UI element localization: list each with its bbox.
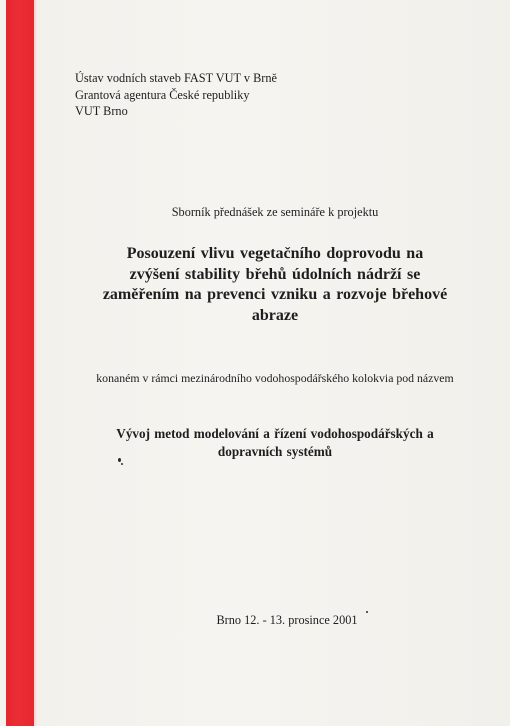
title-line-1: Posouzení vlivu vegetačního doprovodu na (126, 245, 424, 262)
title-line-4: abraze (251, 306, 299, 324)
ink-speck (118, 458, 121, 462)
header-line-institute: Ústav vodních staveb FAST VUT v Brně (75, 71, 277, 85)
colloquium-title (60, 425, 490, 461)
colloquium-intro: konaném v rámci mezinárodního vodohospodářského kolokvia pod názvem (96, 371, 454, 385)
colloquium-line-2: dopravních systémů (217, 444, 333, 459)
ink-speck (121, 463, 123, 465)
title-line-3: zaměřením na prevenci vzniku a rozvoje břehové (102, 286, 448, 303)
proceedings-intro: Sborník přednášek ze semináře k projektu (171, 205, 379, 219)
institution-header (75, 70, 277, 120)
event-date: Brno 12. - 13. prosince 2001 (216, 613, 358, 627)
title-line-2: zvýšení stability břehů údolních nádrží se (129, 265, 421, 283)
header-line-agency: Grantová agentura České republiky (75, 87, 250, 102)
colloquium-line-1: Vývoj metod modelování a řízení vodohospodářských a (116, 426, 434, 441)
red-spine (6, 0, 34, 726)
header-line-university: VUT Brno (75, 104, 128, 118)
ink-speck (366, 611, 368, 613)
project-title (60, 244, 490, 326)
